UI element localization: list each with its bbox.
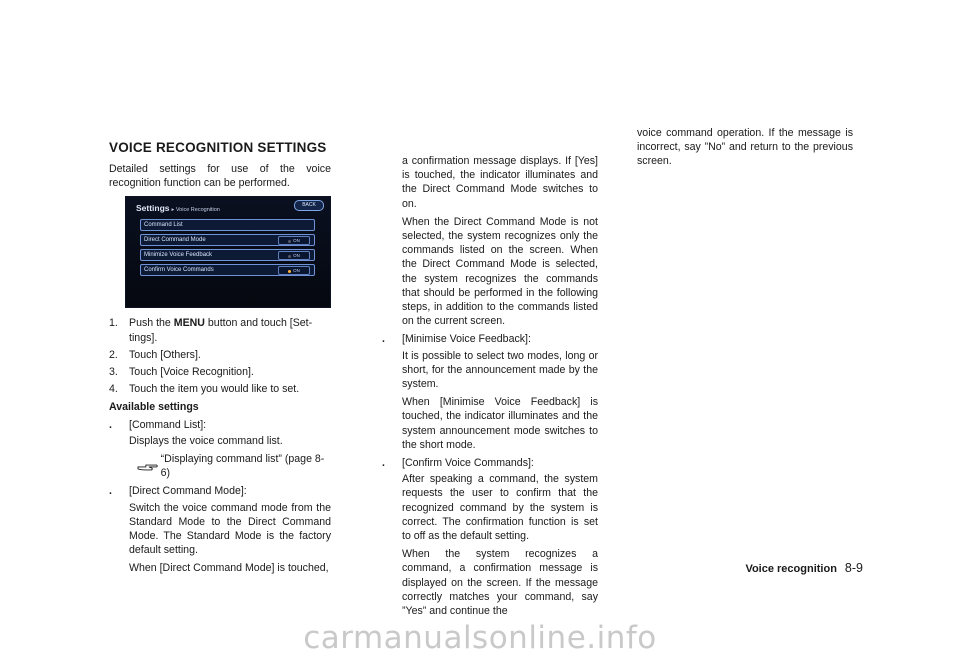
screen-toggle-indicator: ON [278,251,310,260]
screen-toggle-indicator: ON [278,236,310,245]
screen-row-command-list: Command List [140,219,315,231]
screen-menu-list [140,219,315,279]
bullet-command-list: . [Command List]: [109,418,207,431]
available-settings-title: Available settings [109,401,199,414]
settings-screen-image [125,196,331,308]
page-number: 8-9 [844,561,863,575]
confirm-commands-description: After speaking a command, the system requests the user to confirm that the recognized command by the system is correct. The confirmation function is set to off as the default setting. [402,473,598,543]
minimise-feedback-description: It is possible to select two modes, long or short, for the announcement made by the system. [402,349,598,391]
step-item: 2. Touch [Others]. [109,348,201,361]
column-right [637,126,853,173]
section-heading: VOICE RECOGNITION SETTINGS [109,140,327,155]
watermark: carmanualsonline.info [303,620,657,656]
step-item: 4. Touch the item you would like to set. [109,383,300,396]
screen-title: Settings ▸ Voice Recognition [136,201,220,217]
pointing-hand-icon [137,460,159,472]
direct-command-description-2: When [Direct Command Mode] is touched, [129,562,329,575]
bullet-minimise-voice-feedback: . [Minimise Voice Feedback]: [382,333,531,346]
menu-button-label: MENU [173,317,205,330]
page-reference: “Displaying command list” (page 8-6) [109,452,331,480]
command-list-description: Displays the voice command list. [129,434,283,447]
minimise-feedback-description-2: When [Minimise Voice Feedback] is touched, the indicator illuminates and the system announcement mode switches to the short mode. [402,396,598,451]
column-middle [382,154,598,622]
step-item: 3. Touch [Voice Recognition]. [109,366,254,379]
direct-command-detail: When the Direct Command Mode is not selected, the system recognizes only the commands listed on the screen. When the Direct Command Mode is selected, the system recognizes the commands that should be performed in the following steps, in addition to the commands listed on the current screen. [402,215,598,328]
bullet-direct-command-mode: . [Direct Command Mode]: [109,485,247,498]
step-item: 1. Push the MENU button and touch [Set-tings]. [109,317,313,344]
column-left [109,140,331,580]
confirm-commands-description-2: When the system recognizes a command, a confirmation message is displayed on the screen. If the message correctly matches your command, say ”Yes” and continue the [402,548,598,618]
confirm-commands-continued: voice command operation. If the message is incorrect, say ”No” and return to the previous screen. [637,127,853,168]
indicator-led-icon [288,240,291,243]
screen-toggle-indicator: ON [278,266,310,275]
screen-back-button: BACK [294,200,324,211]
indicator-led-icon [288,255,291,258]
footer-section-title: Voice recognition [745,563,837,575]
page-footer [745,561,863,575]
direct-command-description: Switch the voice command mode from the Standard Mode to the Direct Command Mode. The Standard Mode is the factory default setting. [129,501,331,557]
intro-text: Detailed settings for use of the voice recognition function can be performed. [109,163,331,190]
screen-row-minimize-voice-feedback: Minimize Voice Feedback ON [140,249,315,261]
screen-subtitle: ▸ Voice Recognition [171,207,220,214]
screen-row-direct-command-mode: Direct Command Mode ON [140,234,315,246]
screen-row-confirm-voice-commands: Confirm Voice Commands ON [140,264,315,276]
indicator-led-icon [288,270,291,273]
bullet-confirm-voice-commands: . [Confirm Voice Commands]: [382,457,534,470]
steps-list [109,316,331,396]
direct-command-continued: a confirmation message displays. If [Yes] is touched, the indicator illuminates and the Direct Command Mode switches to on. [402,155,598,210]
